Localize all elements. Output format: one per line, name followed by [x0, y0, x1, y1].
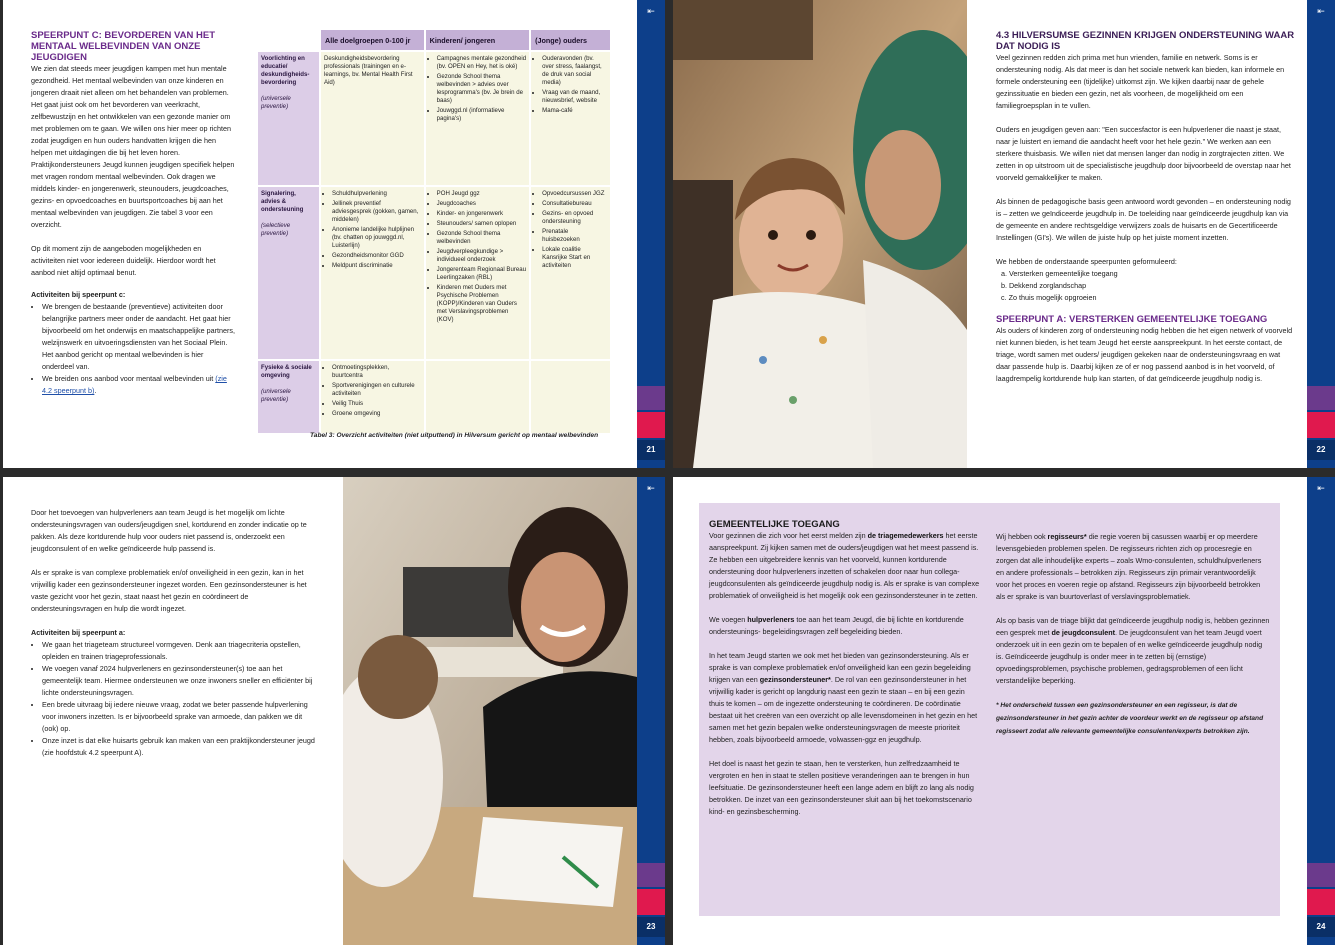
section-4-3-para1: Veel gezinnen redden zich prima met hun vrienden, familie en netwerk. Soms is er ondersteuning nodig. Als dat meer is dan het sociale netwerk kan bieden, kan informele en formele ondersteuning een (tijdelijke) uitkomst zijn. We kijken daarbij naar de gehele gezinssituatie en bieden een gezin, net als voorheen, de mogelijkheid om een familiegroepsplan in te vullen.: [996, 53, 1285, 110]
table-cell: [321, 187, 424, 359]
cell-list-item: • Veilig Thuis: [332, 400, 421, 408]
jeugdconsulent-para: Als op basis van de triage blijkt dat geïndiceerde jeugdhulp nodig is, hebben gezinnen een gesprek met de jeugdconsulent. De jeugdconsulent van het team Jeugd voert onderzoek uit in een gezin om te bepalen of en welke geïndiceerde jeugdhulp nodig is. Geïndiceerde jeugdhulp is onder meer in te zetten bij (ernstige) opvoedingsproblemen, psychische problemen, gedragsproblemen of een licht verstandelijke beperking.: [996, 616, 1270, 685]
cell-list: [324, 190, 421, 270]
cell-list: [534, 55, 607, 115]
cell-list-item: • Ouderavonden (bv. over stress, faalangst, de druk van social media): [542, 55, 607, 87]
cell-list-item: • Jeugdverpleegkundige > individueel onderzoek: [437, 248, 526, 264]
cell-list-item: • Kinderen met Ouders met Psychische Problemen (KOPP)/Kinderen van Ouders met Verslavingsproblemen (KOV): [437, 284, 526, 324]
section-4-3-para3: Als binnen de pedagogische basis geen antwoord wordt gevonden – en ondersteuning nodig is – zetten we geïndiceerde jeugdhulp in. De toeleiding naar geïndiceerde jeugdhulp kan via de gemeente en andere rechtsgeldige verwijzers zoals de huisarts en de Gecertificeerde Instellingen (GI's). We willen de juiste hulp op het juiste moment inzetten.: [996, 197, 1291, 242]
cell-list-item: • Lokale coalitie Kansrijke Start en activiteiten: [542, 246, 607, 270]
cell-list-item: • Jeugdcoaches: [437, 200, 526, 208]
cell-list-item: • Anonieme landelijke hulplijnen (bv. chatten op jouwggd.nl, Luisterlijn): [332, 226, 421, 250]
cell-list-item: • Kinder- en jongerenwerk: [437, 210, 526, 218]
table-cell: [531, 187, 610, 359]
triage-para: Voor gezinnen die zich voor het eerst melden zijn de triagemedewerkers het eerste aanspreekpunt. Zij kijken samen met de ouders/jeugdigen wat het meest passend is. Ze hebben een uitgebreidere kennis van het voorveld, kunnen kortdurende ondersteuning door hulpverleners inzetten of schakelen door naar hun collega-jeugdconsulenten als geïndiceerde jeugdhulp nodig is. Als er sprake is van complexe problematiek of onveiligheid is het mogelijk ook een gezinsondersteuner in te zetten.: [709, 531, 980, 600]
col-header-all: Alle doelgroepen 0-100 jr: [321, 30, 424, 50]
activity-bullet: • We voegen vanaf 2024 hulpverleners en gezinsondersteuner(s) toe aan het gemeentelijk team. Hiermee ondersteunen we onze inwoners sneller en efficiënter bij lichte ondersteuningsvragen.: [42, 663, 316, 699]
cell-list: [429, 190, 526, 324]
activity-bullet-text: We breiden ons aanbod voor mentaal welbevinden uit: [42, 374, 214, 383]
photo-child-mother: [673, 0, 967, 468]
doel-para: Het doel is naast het gezin te staan, hen te versterken, hun zelfredzaamheid te vergroten en hen in staat te stellen positieve veranderingen aan te brengen in hun leefsituatie. De gezinsondersteuner heeft een lange adem en blijft zo lang als nodig betrokken. De inzet van een gezinsondersteuner sluit aan bij het toekomstscenario kind- en gezinsbescherming.: [709, 759, 974, 816]
hulpverleners-para: We voegen hulpverleners toe aan het team Jeugd, die bij lichte en kortdurende ondersteunings- begeleidingsvragen zelf begeleiding bieden.: [709, 615, 964, 636]
page-24: [673, 477, 1335, 945]
info-box: [699, 503, 1280, 916]
speerpunt-a-heading: SPEERPUNT A: VERSTERKEN GEMEENTELIJKE TOEGANG: [996, 314, 1268, 325]
cell-list-item: • Opvoedcursussen JGZ: [542, 190, 607, 198]
back-arrow-icon[interactable]: ⇤: [1317, 6, 1325, 16]
photo-illustration: [673, 0, 967, 468]
activity-bullet: • Een brede uitvraag bij iedere nieuwe vraag, zodat we beter passende hulpverlening voor inwoners inzetten. Is er bijvoorbeeld sprake van armoede, dan pakken we dit (ook) op.: [42, 699, 316, 735]
speerpunt-c-heading: SPEERPUNT C: BEVORDEREN VAN HET MENTAAL WELBEVINDEN VAN ONZE JEUGDIGEN: [31, 30, 216, 63]
list-item: a. Versterken gemeentelijke toegang: [1001, 269, 1118, 278]
activity-bullet: • Onze inzet is dat elke huisarts gebruik kan maken van een praktijkondersteuner jeugd (zie hoofdstuk 4.2 speerpunt A).: [42, 735, 316, 759]
row-header-fysieke: Fysieke & sociale omgeving (universele preventie): [258, 361, 319, 433]
side-band: [637, 477, 665, 945]
cell-list-item: • Prenatale huisbezoeken: [542, 228, 607, 244]
page-22: [673, 0, 1335, 468]
page23-para2: Als er sprake is van complexe problematiek en/of onveiligheid in een gezin, kan in het vrijwillig kader een gezinsondersteuner ingezet worden. Een gezinsondersteuner is het vaste gezicht voor het gezin, staat naast het gezin en coördineert de ondersteuningsvragen en hulp die wordt ingezet.: [31, 568, 307, 613]
cell-list: [429, 55, 526, 123]
page23-para1: Door het toevoegen van hulpverleners aan team Jeugd is het mogelijk om lichte ondersteuningsvragen van ouders/jeugdigen snel, kortdurend en zonder indicatie op te pakken. Als deze kortdurende hulp voor ouders niet passend is, onderzoekt een jeugdconsulent of en welke geïndiceerde hulp passend is.: [31, 508, 307, 553]
section-4-3-para2: Ouders en jeugdigen geven aan: "Een succesfactor is een hulpverlener die naast je staat, naar je luistert en iemand die aandacht heeft voor het hele gezin." We werken aan een sterkere thuisbasis. We willen niet dat mensen langer dan nodig in zorgtrajecten zitten. We zetten in op uitstroom uit de specialistische jeugdhulp door bijvoorbeeld de overstap naar het voorveld gemakkelijker te maken.: [996, 125, 1291, 182]
regisseurs-para: Wij hebben ook regisseurs* die regie voeren bij casussen waarbij er op meerdere levensgebieden problemen spelen. De regisseurs richten zich op procesregie en zorgen dat alle inhoudelijke experts – zoals Wmo-consulenten, schuldhulpverleners en andere professionals – betrokken zijn. Regisseurs zijn primair verantwoordelijk voor het proces en voeren regie op afstand. Regisseurs zijn bijvoorbeeld betrokken als er sprake is van buurtoverlast of verslavingsproblematiek.: [996, 532, 1262, 601]
back-arrow-icon[interactable]: ⇤: [1317, 483, 1325, 493]
cell-list-item: • Gezondheidsmonitor GGD: [332, 252, 421, 260]
cell-list-item: • Ontmoetingsplekken, buurtcentra: [332, 364, 421, 380]
activiteiten-a-heading: Activiteiten bij speerpunt a:: [31, 628, 126, 637]
table-cell: [531, 361, 610, 433]
table-caption: Tabel 3: Overzicht activiteiten (niet uitputtend) in Hilversum gericht op mentaal welbevinden: [310, 432, 599, 439]
gezinsondersteuner-para: In het team Jeugd starten we ook met het bieden van gezinsondersteuning. Als er sprake is van complexe problematiek en/of onveiligheid kan een gezin begeleiding krijgen van een gezinsondersteuner*. De rol van een gezinsondersteuner in het vrijwillig kader is gericht op langdurig naast een gezin te staan – en bij een gezin thuis te komen – om de ingezette ondersteuning te coördineren. De coördinatie bestaat uit het creëren van een overzicht op alle levensdomeinen in het gezin en het samen met het gezin bepalen welke ondersteuningsvragen de meeste prioriteit hebben, zoals bijvoorbeeld armoede, volwassen-ggz en jeugdhulp.: [709, 651, 978, 744]
cell-list: [534, 190, 607, 270]
speerpunten-list: [996, 268, 1296, 304]
page-23: [3, 477, 665, 945]
table-cell: [426, 187, 529, 359]
cell-list-item: • Gezins- en opvoed ondersteuning: [542, 210, 607, 226]
activiteiten-a-list: [31, 639, 316, 759]
page-number: 24: [1307, 917, 1335, 937]
page-number: 23: [637, 917, 665, 937]
cell-list-item: • Jouwggd.nl (informatieve pagina's): [437, 107, 526, 123]
side-band: [1307, 477, 1335, 945]
photo-woman-child-drawing: [343, 477, 637, 945]
cell-list-item: • Jongerenteam Regionaal Bureau Leerlingzaken (RBL): [437, 266, 526, 282]
cell-list-item: • Steunouders/ samen oplopen: [437, 220, 526, 228]
row-header-signalering: Signalering, advies & ondersteuning (selectieve preventie): [258, 187, 319, 359]
cell-list-item: • Jellinek preventief adviesgesprek (gokken, gamen, middelen): [332, 200, 421, 224]
section-4-3-para4: We hebben de onderstaande speerpunten geformuleerd:: [996, 257, 1177, 266]
gemeentelijke-toegang-heading: GEMEENTELIJKE TOEGANG: [709, 519, 840, 530]
table-cell: [426, 361, 529, 433]
col-header-kids: Kinderen/ jongeren: [426, 30, 529, 50]
photo-illustration: [343, 477, 637, 945]
back-arrow-icon[interactable]: ⇤: [647, 483, 655, 493]
speerpunt-b-link[interactable]: (zie 4.2 speerpunt b): [42, 374, 227, 395]
col-header-parents: (Jonge) ouders: [531, 30, 610, 50]
list-item: b. Dekkend zorglandschap: [1001, 281, 1087, 290]
cell-list-item: • Schuldhulpverlening: [332, 190, 421, 198]
side-band: [637, 0, 665, 468]
row-header-voorlichting: Voorlichting en educatie/ deskundigheids-bevordering (universele preventie): [258, 52, 319, 185]
page-21: [3, 0, 665, 468]
cell-list-item: • Gezonde School thema welbevinden: [437, 230, 526, 246]
speerpunt-c-intro: We zien dat steeds meer jeugdigen kampen met hun mentale gezondheid. Het mentaal welbevinden van onze kinderen en jongeren draait niet alleen om het behandelen van problemen. Het gaat juist ook om het bevorderen van veerkracht, zelfbewustzijn en het ontwikkelen van een gezonde manier om met problemen om te gaan. We willen ons hier meer op richten zodat jeugdigen en hun ouders handvatten krijgen die hen helpen met uitdagingen die bij het leven horen. Praktijkondersteuners Jeugd kunnen jeugdigen specifiek helpen met vragen rondom mentaal welbevinden. Ook dragen we middels kinder- en jongerenwerk, steunouders, jeugdcoaches, gezins- en opvoedcoaches en buurtsportcoaches bij aan het mentaal welbevinden van jeugdigen. Zie tabel 3 voor een overzicht.: [31, 64, 235, 229]
speerpunt-c-para2: Op dit moment zijn de aangeboden mogelijkheden en activiteiten niet voor iedereen duidelijk. Hierdoor wordt het aanbod niet altijd optimaal benut.: [31, 244, 216, 277]
section-4-3-heading: 4.3 HILVERSUMSE GEZINNEN KRIJGEN ONDERSTEUNING WAAR DAT NODIG IS: [996, 30, 1295, 52]
cell-list-item: • Groene omgeving: [332, 410, 421, 418]
activity-bullet: • We brengen de bestaande (preventieve) activiteiten door belangrijke partners meer onder de aandacht. Het gaat hier bijvoorbeeld om het onderwijs en maatschappelijke partners, welzijnswerk en uitvoeringsdiensten van het Sociaal Plein. Het aanbod gericht op mentaal welbevinden is hier onderdeel van.: [42, 301, 236, 373]
activities-table: [256, 28, 612, 435]
footnote: * Het onderscheid tussen een gezinsondersteuner en een regisseur, is dat de gezinsondersteuner in het gezin achter de voordeur werkt en de regisseur op afstand regisseert zodat alle relevante gemeentelijke consulenten/experts betrokken zijn.: [996, 702, 1264, 735]
activity-bullet: • We breiden ons aanbod voor mentaal welbevinden uit (zie 4.2 speerpunt b).: [42, 373, 236, 397]
table-cell: [321, 361, 424, 433]
cell-list-item: • Gezonde School thema welbevinden > advies over lesprogramma's (bv. Je brein de baas): [437, 73, 526, 105]
table-cell: [426, 52, 529, 185]
table-cell: [531, 52, 610, 185]
activiteiten-heading: Activiteiten bij speerpunt c:: [31, 290, 126, 299]
cell-list-item: • Meldpunt discriminatie: [332, 262, 421, 270]
page-number: 22: [1307, 440, 1335, 460]
side-band: [1307, 0, 1335, 468]
cell-list-item: • Mama-café: [542, 107, 607, 115]
cell-list-item: • Sportverenigingen en culturele activiteiten: [332, 382, 421, 398]
cell-list-item: • Campagnes mentale gezondheid (bv. OPEN en Hey, het is oké): [437, 55, 526, 71]
back-arrow-icon[interactable]: ⇤: [647, 6, 655, 16]
cell-list-item: • Consultatiebureau: [542, 200, 607, 208]
cell-list-item: • POH Jeugd ggz: [437, 190, 526, 198]
page-number: 21: [637, 440, 665, 460]
table-cell: Deskundigheidsbevordering professionals (trainingen en e-learnings, bv. Mental Health First Aid): [321, 52, 424, 185]
cell-list-item: • Vraag van de maand, nieuwsbrief, website: [542, 89, 607, 105]
cell-list: [324, 364, 421, 418]
list-item: c. Zo thuis mogelijk opgroeien: [1001, 293, 1097, 302]
speerpunt-a-para: Als ouders of kinderen zorg of ondersteuning nodig hebben die het eigen netwerk of voorveld niet kunnen bieden, is het team Jeugd het eerste aanspreekpunt. In het eerste contact, de triage, wordt samen met ouders/ jeugdigen gekeken naar de ondersteuningsvraag en wat daar passende hulp is. Daarbij kijken ze of er nog passend aanbod is in het voorveld, of laagdrempelig kortdurende hulp kan starten, of dat geïndiceerde jeugdhulp nodig is.: [996, 326, 1293, 383]
activity-bullet: • We gaan het triageteam structureel vormgeven. Denk aan triagecriteria opstellen, opleiden en trainen triageprofessionals.: [42, 639, 316, 663]
